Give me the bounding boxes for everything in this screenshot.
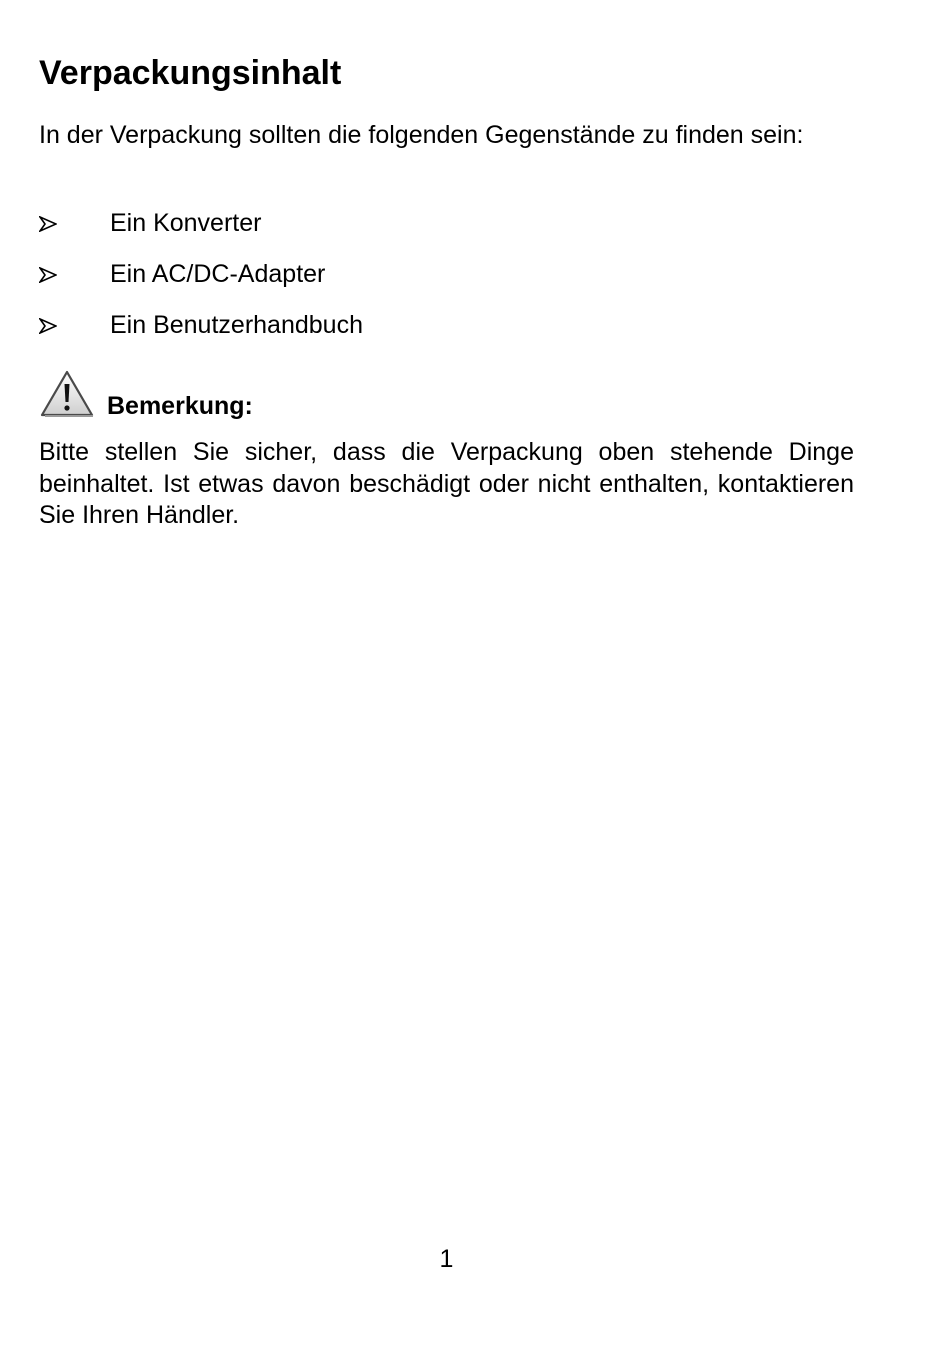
list-item bbox=[39, 307, 363, 358]
page-title: Verpackungsinhalt bbox=[39, 54, 342, 92]
list-item bbox=[39, 205, 363, 256]
list-item bbox=[39, 256, 363, 307]
note-text: Bitte stellen Sie sicher, dass die Verpackung oben stehende Dinge beinhaltet. Ist etwas davon beschädigt oder nicht enthalten, kontaktieren Sie Ihren Händler. bbox=[39, 438, 854, 529]
warning-icon bbox=[39, 369, 95, 419]
package-contents-list bbox=[39, 205, 363, 358]
arrow-bullet-icon bbox=[39, 307, 110, 343]
list-item-label: Ein Benutzerhandbuch bbox=[110, 311, 363, 339]
arrow-bullet-icon bbox=[39, 205, 110, 241]
page-number: 1 bbox=[439, 1245, 454, 1273]
arrow-bullet-icon bbox=[39, 256, 110, 292]
list-item-label: Ein Konverter bbox=[110, 209, 262, 237]
intro-paragraph: In der Verpackung sollten die folgenden Gegenstände zu finden sein: bbox=[39, 121, 804, 149]
note-heading: Bemerkung: bbox=[107, 392, 253, 420]
list-item-label: Ein AC/DC-Adapter bbox=[110, 260, 326, 288]
